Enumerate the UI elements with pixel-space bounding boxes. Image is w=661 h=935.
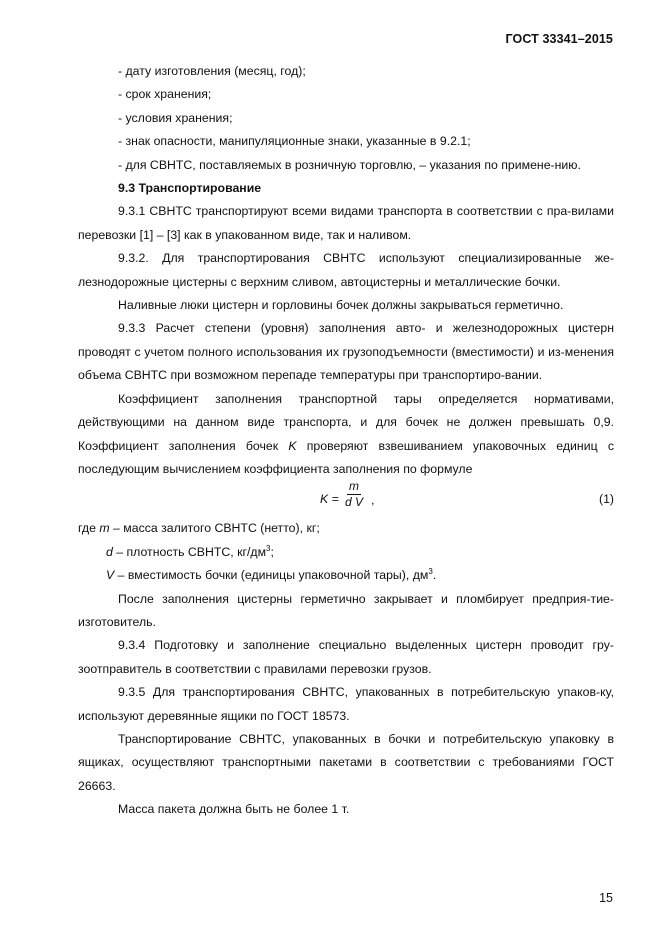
list-item: - для СВНТС, поставляемых в розничную торговлю, – указания по примене-нию. bbox=[118, 157, 581, 172]
symbol-v: V bbox=[106, 568, 115, 583]
paragraph-fill-coefficient bbox=[78, 388, 614, 482]
paragraph-9-3-4: 9.3.4 Подготовку и заполнение специально выделенных цистерн проводит гру-зоотправитель в соответствии с правилами перевозки грузов. bbox=[78, 638, 614, 676]
list-item: - дату изготовления (месяц, год); bbox=[118, 64, 306, 78]
punct: ; bbox=[270, 544, 274, 559]
formula-denominator: d V bbox=[345, 495, 364, 510]
paragraph-hatches: Наливные люки цистерн и горловины бочек должны закрываться герметично. bbox=[118, 298, 564, 313]
text-span: проверяют взвешиванием упаковочных единиц с последующим вычислением коэффициента заполнения по формуле bbox=[78, 438, 615, 476]
list-item: - условия хранения; bbox=[118, 110, 233, 125]
variable-k: K bbox=[288, 438, 297, 453]
where-v-text: – вместимость бочки (единицы упаковочной тары), дм bbox=[117, 568, 429, 583]
where-d-text: – плотность СВНТС, кг/дм bbox=[116, 544, 267, 559]
document-header: ГОСТ 33341–2015 bbox=[505, 32, 613, 46]
document-body bbox=[78, 60, 614, 822]
where-m bbox=[78, 517, 614, 540]
symbol-m: m bbox=[99, 521, 110, 536]
list-item: - знак опасности, манипуляционные знаки, указанные в 9.2.1; bbox=[118, 134, 471, 149]
formula-comma: , bbox=[371, 493, 375, 508]
where-m-text: – масса залитого СВНТС (нетто), кг; bbox=[113, 521, 320, 536]
formula-lhs: K = bbox=[320, 492, 339, 507]
formula-number: (1) bbox=[598, 492, 614, 507]
formula-numerator: m bbox=[349, 479, 359, 494]
paragraph-9-3-3: 9.3.3 Расчет степени (уровня) заполнения авто- и железнодорожных цистерн проводят с учетом полного использования их грузоподъемности (вместимости) и из-менения объема СВНТС при возможном перепаде температуры при транспортиро-вании. bbox=[78, 321, 614, 383]
section-title: 9.3 Транспортирование bbox=[118, 181, 262, 196]
paragraph-packages: Транспортирование СВНТС, упакованных в бочки и потребительскую упаковку в ящиках, осуществляют транспортными пакетами в соответствии с требованиями ГОСТ 26663. bbox=[78, 731, 614, 793]
paragraph-9-3-5: 9.3.5 Для транспортирования СВНТС, упакованных в потребительскую упаков-ку, используют деревянные ящики по ГОСТ 18573. bbox=[78, 685, 614, 723]
paragraph-package-mass: Масса пакета должна быть не более 1 т. bbox=[118, 802, 350, 817]
paragraph-sealing: После заполнения цистерны герметично закрывает и пломбирует предприя-тие-изготовитель. bbox=[78, 591, 614, 629]
paragraph-9-3-1: 9.3.1 СВНТС транспортируют всеми видами транспорта в соответствии с пра-вилами перевозки [1] – [3] как в упакованном виде, так и наливом. bbox=[78, 204, 614, 242]
text-span: Коэффициент заполнения транспортной тары определяется нормативами, действующими на данном виде транспорта, и для бочек не должен превышать 0,9. Коэффициент заполнения бочек bbox=[78, 391, 614, 453]
symbol-d: d bbox=[106, 544, 113, 559]
punct: . bbox=[432, 568, 437, 583]
superscript: 3 bbox=[428, 567, 433, 577]
list-item: - срок хранения; bbox=[118, 87, 212, 102]
where-intro: где bbox=[78, 521, 96, 536]
superscript: 3 bbox=[266, 543, 271, 553]
paragraph-9-3-2: 9.3.2. Для транспортирования СВНТС используют специализированные же-лезнодорожные цистерны с верхним сливом, автоцистерны и металлические бочки. bbox=[78, 251, 614, 289]
where-d bbox=[78, 541, 614, 564]
formula-1 bbox=[78, 481, 614, 517]
where-v bbox=[78, 564, 614, 587]
page-number: 15 bbox=[599, 891, 613, 905]
formula-fraction bbox=[343, 479, 365, 510]
